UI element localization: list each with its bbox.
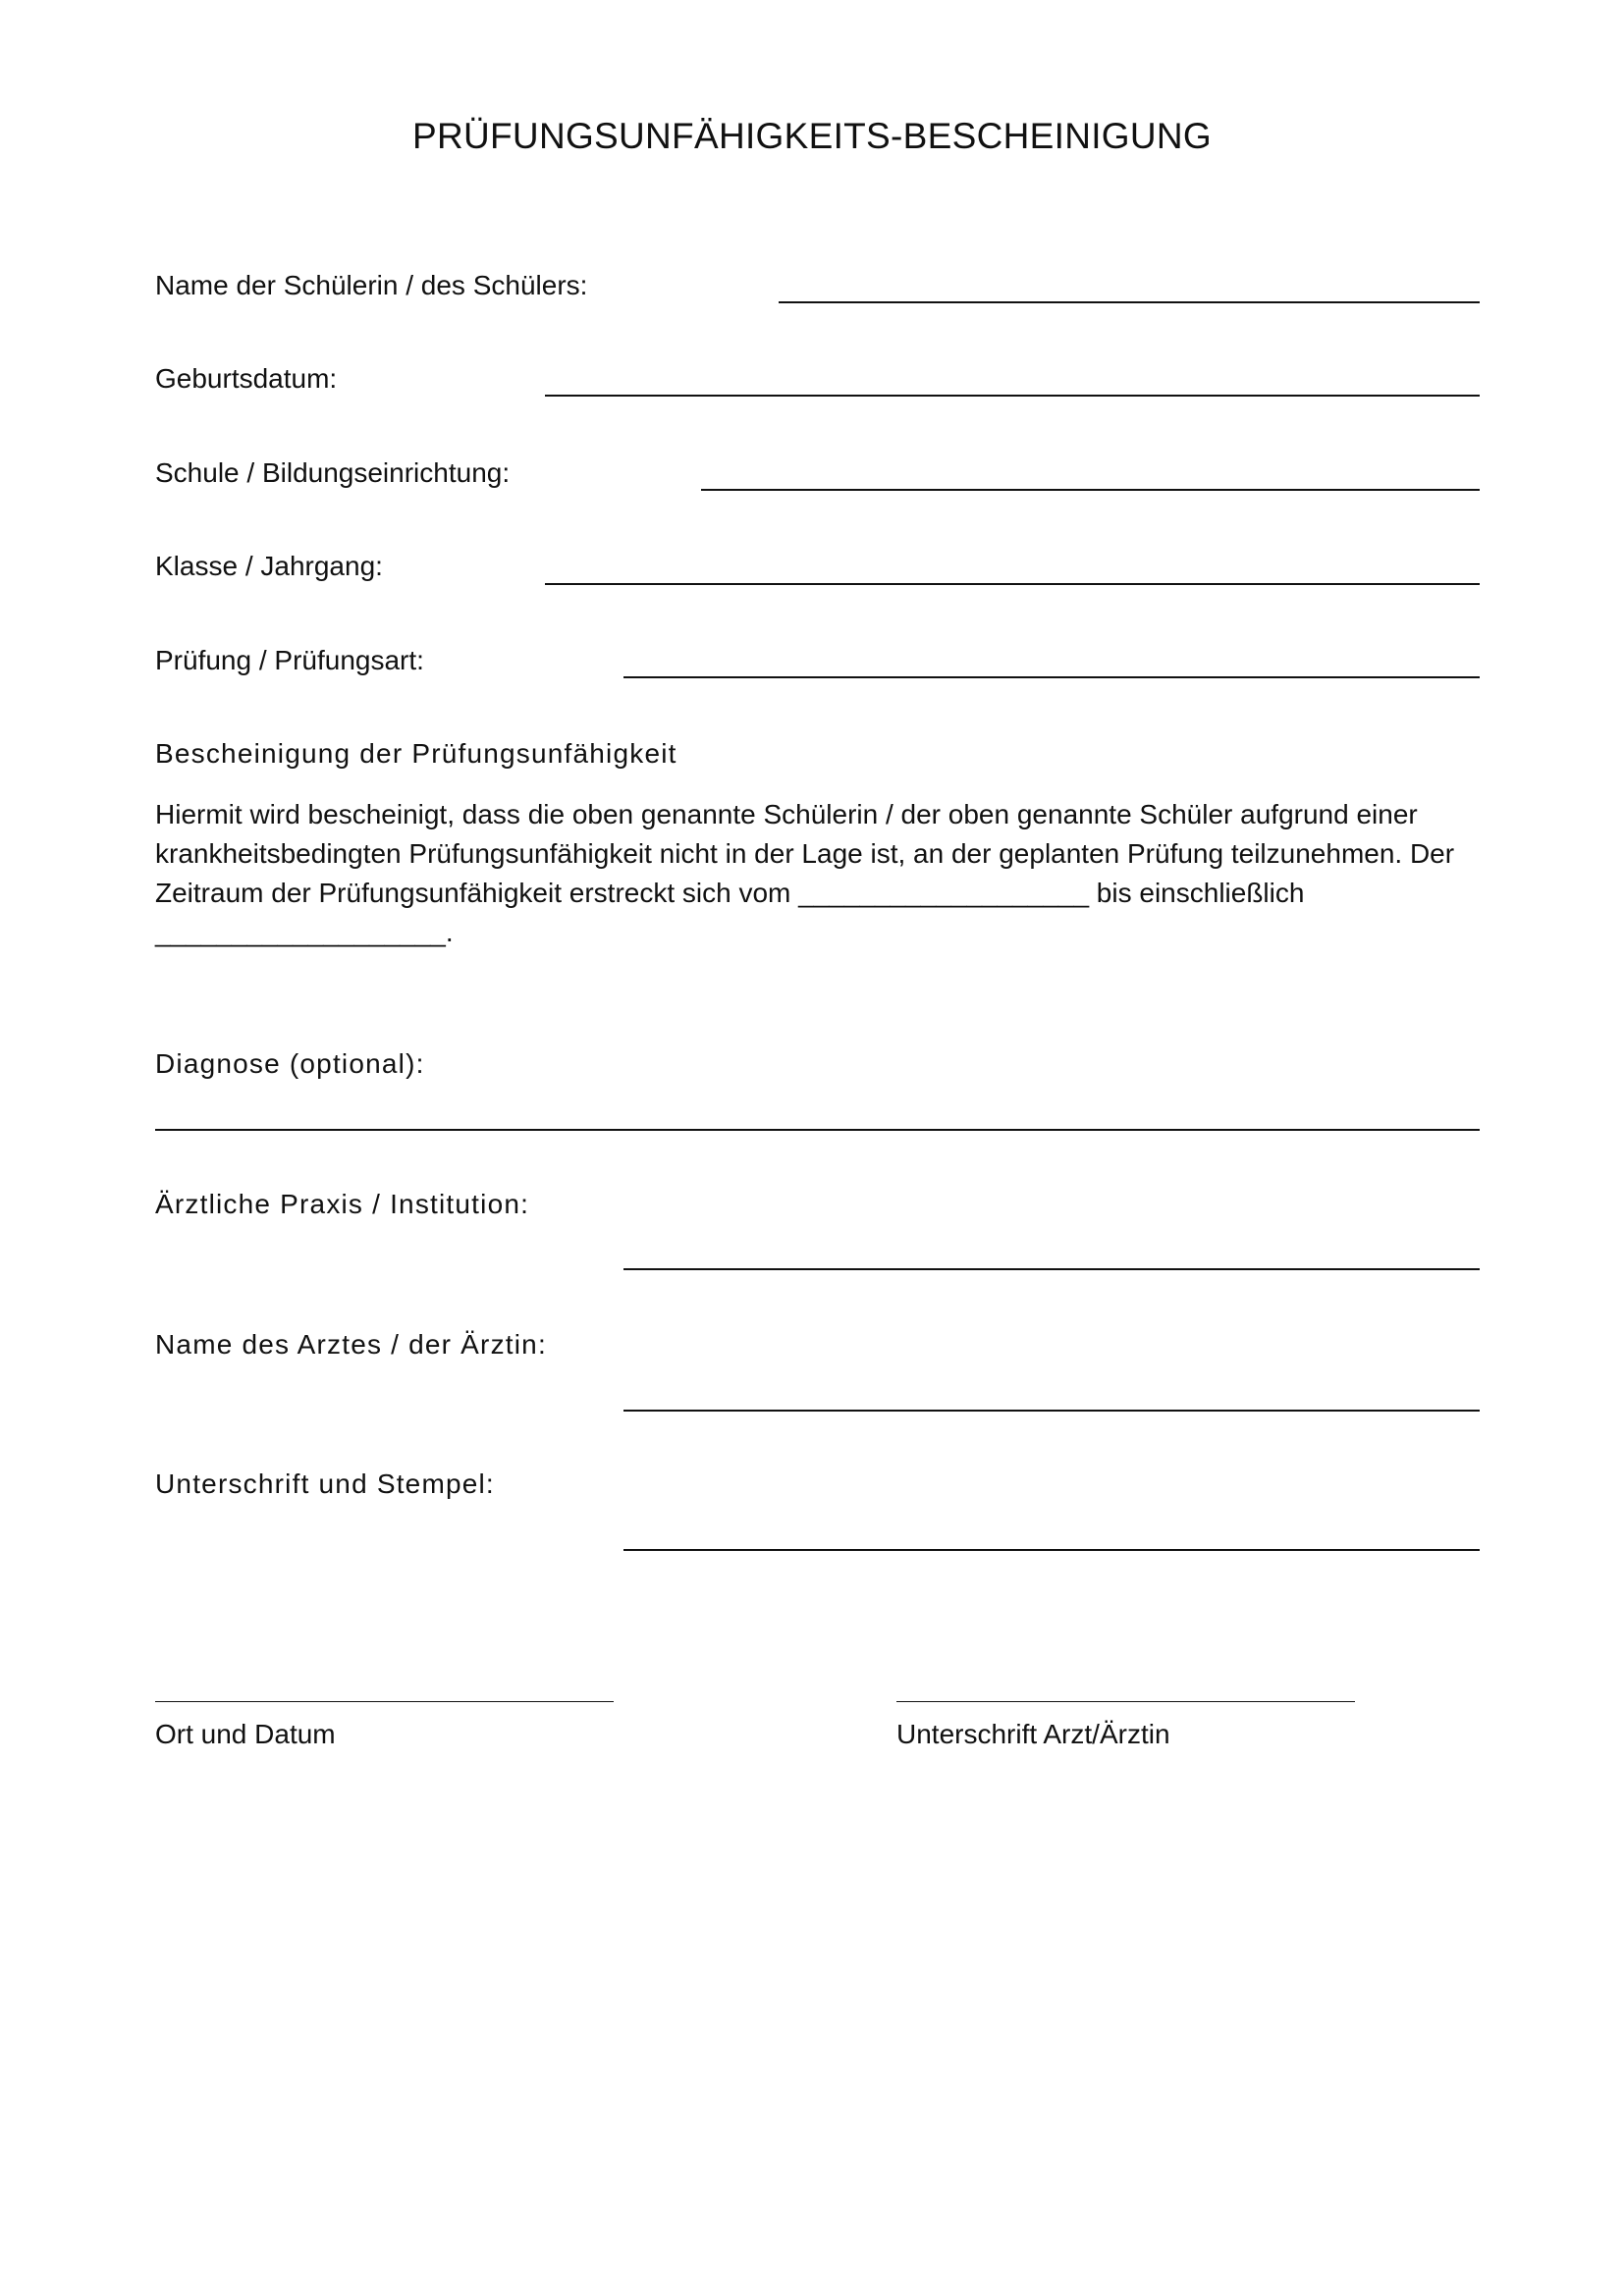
exam-type-label: Prüfung / Prüfungsart: [155, 645, 424, 675]
section-heading: Bescheinigung der Prüfungsunfähigkeit [155, 738, 677, 769]
class-year-label: Klasse / Jahrgang: [155, 551, 383, 581]
place-date-label: Ort und Datum [155, 1719, 336, 1749]
place-date-field[interactable] [155, 1701, 614, 1702]
diagnosis-label: Diagnose (optional): [155, 1048, 425, 1079]
signature-stamp-label: Unterschrift und Stempel: [155, 1468, 495, 1499]
diagnosis-field[interactable] [155, 1129, 1480, 1131]
paragraph-line: ___________________. [155, 917, 454, 947]
signature-stamp-field[interactable] [623, 1549, 1480, 1551]
page-title: PRÜFUNGSUNFÄHIGKEITS-BESCHEINIGUNG [412, 116, 1212, 156]
school-field[interactable] [701, 489, 1480, 491]
practice-field[interactable] [623, 1268, 1480, 1270]
doctor-name-label: Name des Arztes / der Ärztin: [155, 1329, 547, 1360]
paragraph-line: Hiermit wird bescheinigt, dass die oben genannte Schülerin / der oben genannte Schüler aufgrund einer [155, 799, 1418, 829]
class-year-field[interactable] [545, 583, 1480, 585]
certificate-paragraph [155, 795, 1500, 952]
doctor-signature-field[interactable] [896, 1701, 1355, 1702]
school-label: Schule / Bildungseinrichtung: [155, 457, 511, 488]
student-name-field[interactable] [779, 301, 1480, 303]
exam-type-field[interactable] [623, 676, 1480, 678]
birth-date-field[interactable] [545, 395, 1480, 397]
paragraph-line: krankheitsbedingten Prüfungsunfähigkeit nicht in der Lage ist, an der geplanten Prüfung teilzunehmen. Der [155, 838, 1455, 869]
birth-date-label: Geburtsdatum: [155, 363, 338, 394]
doctor-name-field[interactable] [623, 1410, 1480, 1412]
student-name-label: Name der Schülerin / des Schülers: [155, 270, 588, 300]
practice-label: Ärztliche Praxis / Institution: [155, 1189, 530, 1219]
doctor-signature-label: Unterschrift Arzt/Ärztin [896, 1719, 1170, 1749]
paragraph-line: Zeitraum der Prüfungsunfähigkeit erstreckt sich vom ___________________ bis einschließlich [155, 878, 1305, 908]
